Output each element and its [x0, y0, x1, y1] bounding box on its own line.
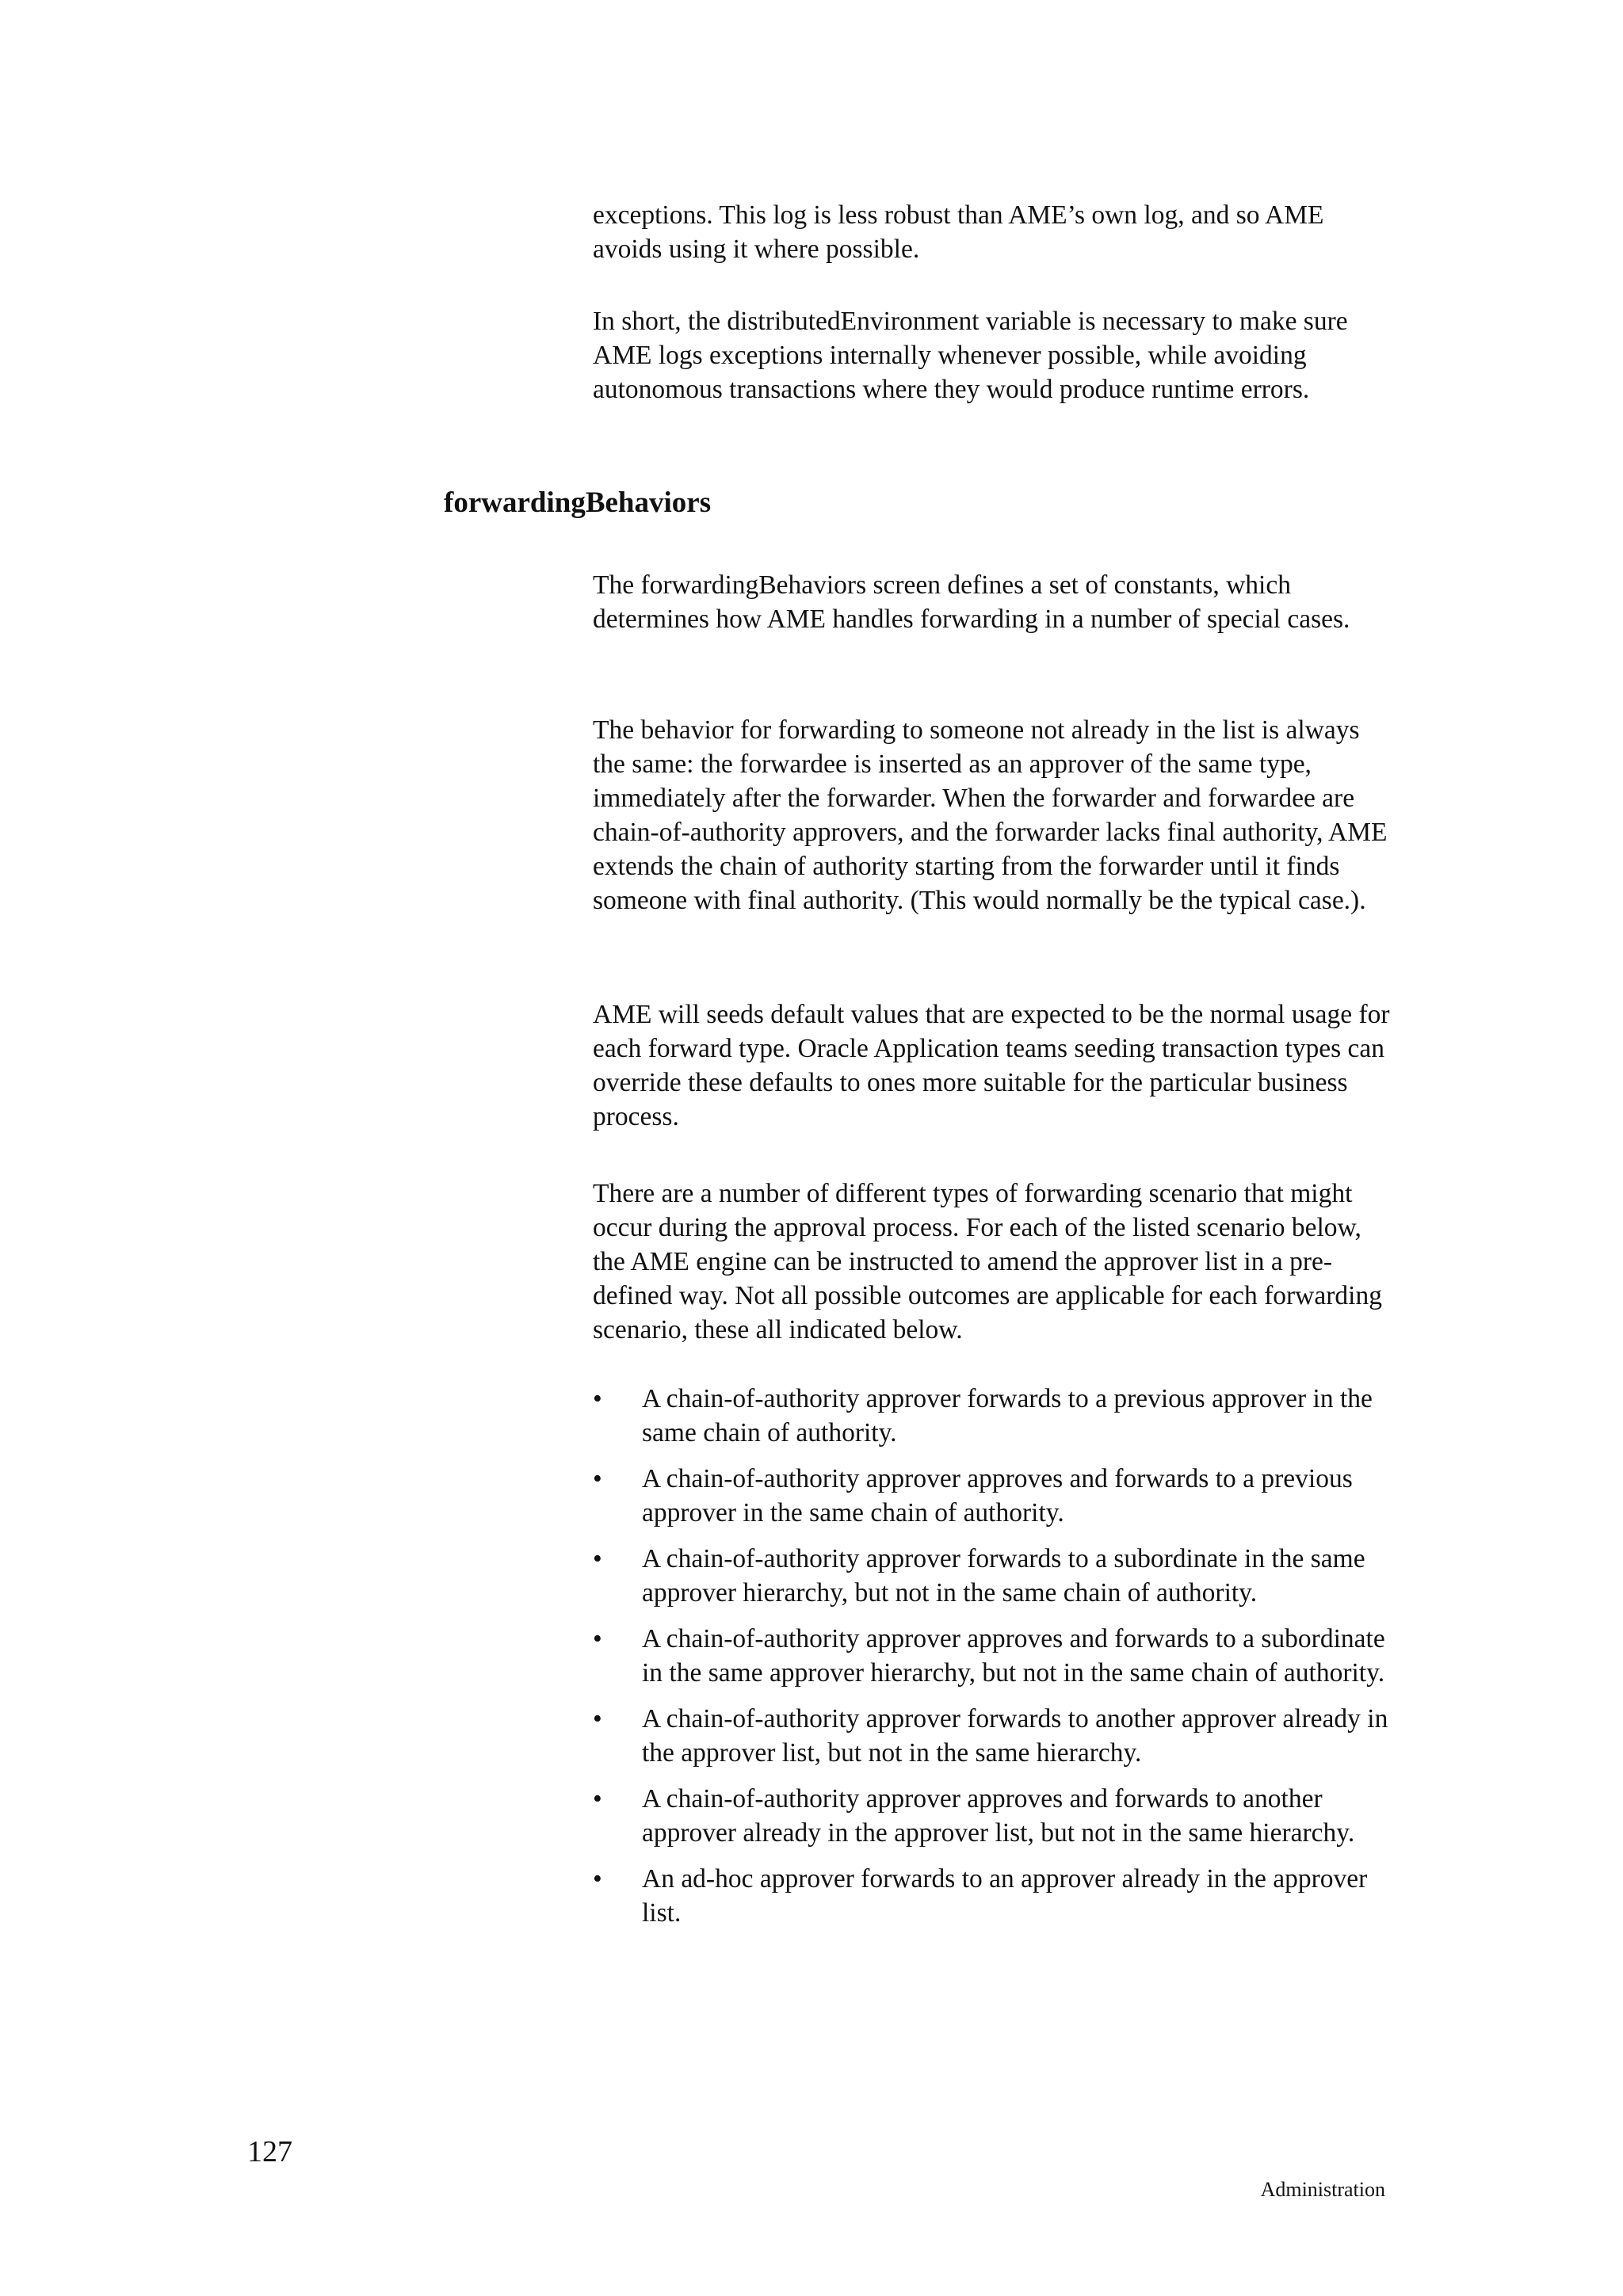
section-paragraph-4: [593, 1177, 1393, 1347]
intro-paragraph-1: [593, 198, 1393, 266]
list-item: [593, 1702, 1393, 1770]
section-paragraph-1: [593, 568, 1393, 636]
forwarding-scenario-list: [593, 1382, 1393, 1942]
bullet-icon: •: [593, 1864, 602, 1894]
section-heading: forwardingBehaviors: [444, 486, 712, 519]
list-item: [593, 1862, 1393, 1930]
list-item: [593, 1462, 1393, 1530]
list-item: [593, 1782, 1393, 1850]
section-paragraph-2-text: The behavior for forwarding to someone not already in the list is always the same: the forwardee is inserted as an approver of the same type, immediately after the forwarder. When the forwarder and forwardee are chain-of-authority approvers, and the forwarder lacks final authority, AME extends the chain of authority starting from the forwarder until it finds someone with final authority. (This would normally be the typical case.).: [593, 715, 1388, 915]
list-item-text: An ad-hoc approver forwards to an approver already in the approver list.: [642, 1864, 1368, 1928]
list-item-text: A chain-of-authority approver forwards to a subordinate in the same approver hierarchy, but not in the same chain of authority.: [642, 1544, 1365, 1608]
section-paragraph-3-text: AME will seeds default values that are expected to be the normal usage for each forward type. Oracle Application teams seeding transaction types can override these defaults to ones more suitable for the particular business process.: [593, 1000, 1390, 1131]
section-paragraph-2: [593, 713, 1393, 917]
bullet-icon: •: [593, 1464, 602, 1493]
list-item-text: A chain-of-authority approver forwards to another approver already in the approver list, but not in the same hierarchy.: [642, 1704, 1388, 1768]
page-number: 127: [247, 2135, 292, 2168]
bullet-icon: •: [593, 1544, 602, 1573]
list-item: [593, 1382, 1393, 1450]
intro-paragraph-2-text: In short, the distributedEnvironment variable is necessary to make sure AME logs exceptions internally whenever possible, while avoiding autonomous transactions where they would produce runtime errors.: [593, 307, 1348, 404]
list-item-text: A chain-of-authority approver approves and forwards to a previous approver in the same chain of authority.: [642, 1464, 1353, 1527]
list-item-text: A chain-of-authority approver approves and forwards to another approver already in the approver list, but not in the same hierarchy.: [642, 1784, 1355, 1848]
bullet-icon: •: [593, 1704, 602, 1733]
bullet-icon: •: [593, 1624, 602, 1653]
section-paragraph-1-text: The forwardingBehaviors screen defines a set of constants, which determines how AME handles forwarding in a number of special cases.: [593, 570, 1350, 634]
section-paragraph-3: [593, 997, 1393, 1134]
intro-paragraph-1-text: exceptions. This log is less robust than AME’s own log, and so AME avoids using it where possible.: [593, 200, 1324, 264]
section-paragraph-4-text: There are a number of different types of forwarding scenario that might occur during the approval process. For each of the listed scenario below, the AME engine can be instructed to amend the approver list in a pre-defined way. Not all possible outcomes are applicable for each forwarding scenario, these all indicated below.: [593, 1179, 1382, 1344]
list-item: [593, 1622, 1393, 1690]
list-item: [593, 1542, 1393, 1610]
bullet-icon: •: [593, 1384, 602, 1413]
bullet-icon: •: [593, 1784, 602, 1814]
list-item-text: A chain-of-authority approver forwards to a previous approver in the same chain of authority.: [642, 1384, 1373, 1447]
list-item-text: A chain-of-authority approver approves and forwards to a subordinate in the same approver hierarchy, but not in the same chain of authority.: [642, 1624, 1385, 1688]
footer-section-name: Administration: [1260, 2178, 1385, 2201]
intro-paragraph-2: [593, 304, 1393, 406]
